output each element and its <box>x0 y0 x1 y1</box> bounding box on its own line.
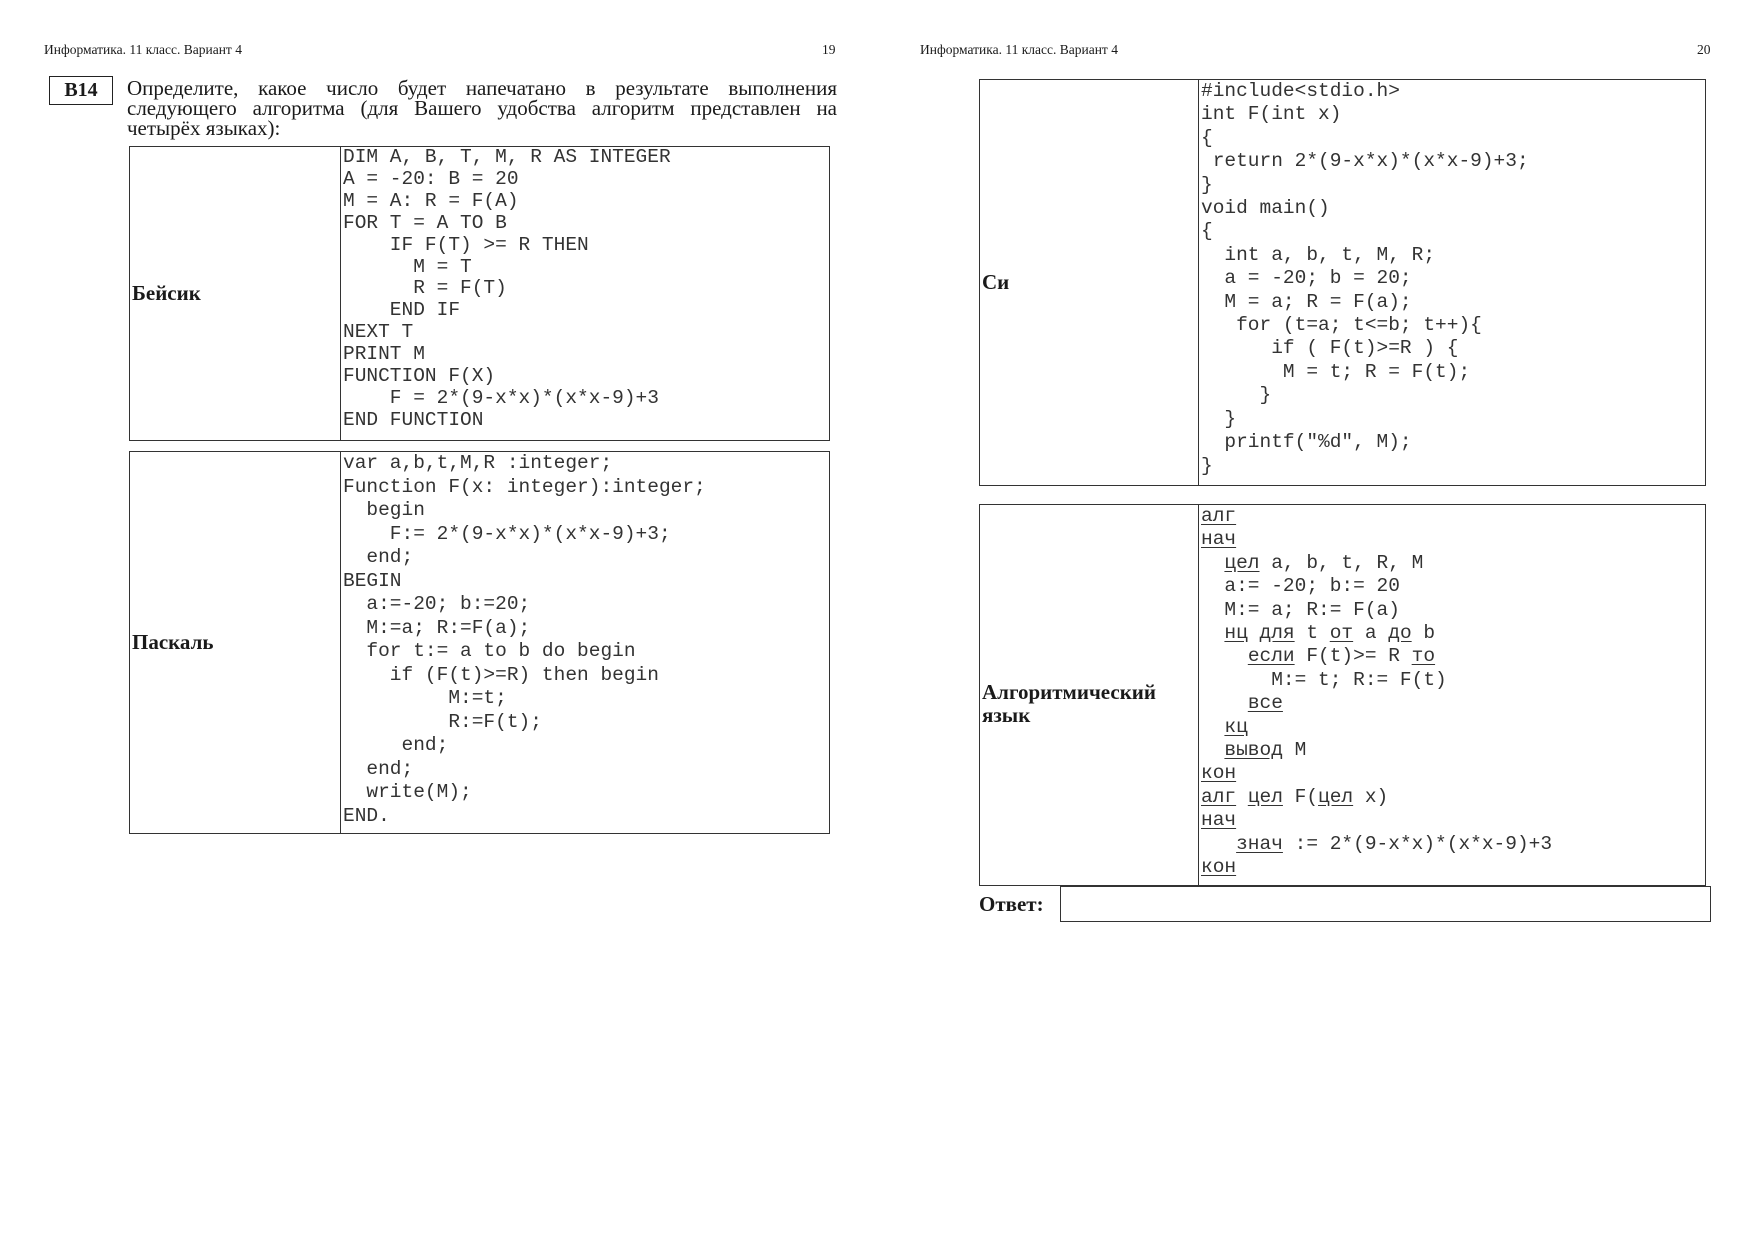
algo-keyword: до <box>1388 622 1412 645</box>
basic-code-line: NEXT T <box>343 321 414 344</box>
algo-code-table <box>979 504 1706 886</box>
algo-code-line <box>1201 716 1705 739</box>
basic-code-line: END IF <box>343 299 461 322</box>
algo-keyword: нач <box>1201 809 1237 832</box>
c-code-line: M = a; R = F(a); <box>1201 290 1412 313</box>
algo-code-text: b <box>1411 622 1436 645</box>
basic-code-line: R = F(T) <box>343 277 507 300</box>
pascal-code-line: Function F(x: integer):integer; <box>343 475 706 498</box>
c-code-line: for (t=a; t<=b; t++){ <box>1201 314 1482 337</box>
c-code-line: { <box>1201 220 1213 243</box>
task-id-badge: B14 <box>49 76 113 105</box>
pascal-code-line: a:=-20; b:=20; <box>343 593 531 615</box>
task-statement: Определите, какое число будет напечатано в результате выполнения следующего алгоритма (для Вашего удобства алгоритм представлен на четырёх языках): <box>127 76 837 140</box>
pascal-code-line: END. <box>343 804 390 827</box>
basic-code-line: M = T <box>343 255 472 278</box>
algo-code-text <box>1248 622 1260 644</box>
algo-code-line <box>1201 552 1705 575</box>
c-code-line: int a, b, t, M, R; <box>1201 243 1436 266</box>
right-page-number: 20 <box>1697 42 1711 57</box>
pascal-code-line: for t:= a to b do begin <box>343 640 636 662</box>
answer-input-box[interactable] <box>1060 886 1711 922</box>
left-page-header: Информатика. 11 класс. Вариант 4 <box>44 42 242 57</box>
algo-code-line <box>1201 575 1705 598</box>
algo-code-line <box>1201 856 1705 879</box>
algo-keyword: кц <box>1224 715 1248 738</box>
basic-code-line: PRINT M <box>343 343 425 366</box>
pascal-code-table <box>129 451 830 834</box>
algo-code-text <box>1201 552 1224 574</box>
algo-code-text <box>1201 716 1224 738</box>
c-code-line: } <box>1201 384 1272 407</box>
algo-code-text: a <box>1353 622 1389 645</box>
c-code-line: int F(int x) <box>1201 103 1342 126</box>
basic-code-line: END FUNCTION <box>343 408 484 431</box>
pascal-code-line: var a,b,t,M,R :integer; <box>343 452 613 474</box>
algo-code-line <box>1201 809 1705 832</box>
c-code-line: } <box>1201 454 1213 477</box>
algo-keyword: вывод <box>1224 739 1283 762</box>
algo-code-text <box>1201 622 1224 644</box>
c-code-line: #include<stdio.h> <box>1201 80 1400 102</box>
pascal-code-line: F:= 2*(9-x*x)*(x*x-9)+3; <box>343 522 671 545</box>
basic-code-table <box>129 146 830 441</box>
right-page-header: Информатика. 11 класс. Вариант 4 <box>920 42 1118 57</box>
algo-code-text: M:= t; R:= F(t) <box>1201 668 1447 691</box>
algo-code-text: x) <box>1353 785 1389 808</box>
pascal-language-label: Паскаль <box>130 452 341 833</box>
algo-keyword: нач <box>1201 528 1237 551</box>
algo-code-line <box>1201 786 1705 809</box>
c-code-table <box>979 79 1706 486</box>
algo-code-text <box>1236 786 1248 808</box>
basic-code-block <box>341 147 829 440</box>
algo-keyword: кон <box>1201 856 1237 879</box>
basic-code-line: DIM A, B, T, M, R AS INTEGER <box>343 147 671 168</box>
basic-code-line: FOR T = A TO B <box>343 211 507 234</box>
c-code-line: } <box>1201 407 1237 430</box>
algo-code-line <box>1201 833 1705 856</box>
algo-code-line <box>1201 528 1705 551</box>
c-code-line: M = t; R = F(t); <box>1201 360 1471 383</box>
pascal-code-line: if (F(t)>=R) then begin <box>343 663 659 686</box>
algo-code-text: t <box>1294 622 1330 645</box>
algo-code-line <box>1201 762 1705 785</box>
algo-keyword: цел <box>1224 551 1260 574</box>
algo-keyword: кон <box>1201 762 1237 785</box>
algo-keyword: все <box>1247 692 1283 715</box>
pascal-code-line: R:=F(t); <box>343 710 542 733</box>
basic-code-line: M = A: R = F(A) <box>343 189 519 212</box>
algo-keyword: от <box>1329 622 1354 645</box>
c-language-label: Си <box>980 80 1199 485</box>
algo-keyword: цел <box>1247 785 1283 808</box>
algo-keyword: то <box>1411 645 1436 668</box>
algo-language-label: Алгоритмический язык <box>980 505 1199 885</box>
algo-code-text <box>1201 645 1248 667</box>
algo-code-text: M <box>1282 739 1307 762</box>
algo-keyword: для <box>1259 622 1295 645</box>
left-page-number: 19 <box>822 42 836 57</box>
algo-code-text <box>1201 833 1236 855</box>
basic-code-line: F = 2*(9-x*x)*(x*x-9)+3 <box>343 386 659 409</box>
pascal-code-line: BEGIN <box>343 569 402 592</box>
c-code-line: } <box>1201 173 1213 196</box>
basic-language-label: Бейсик <box>130 147 341 440</box>
algo-code-text: F( <box>1282 785 1319 808</box>
basic-code-line: FUNCTION F(X) <box>343 365 496 388</box>
pascal-code-line: end; <box>343 757 414 780</box>
algo-code-text <box>1201 692 1248 714</box>
algo-code-line <box>1201 599 1705 622</box>
algo-code-text <box>1201 739 1224 761</box>
answer-label: Ответ: <box>979 892 1044 916</box>
c-code-line: void main() <box>1201 197 1330 220</box>
algo-code-line <box>1201 739 1705 762</box>
algo-code-line <box>1201 622 1705 645</box>
algo-code-text: M:= a; R:= F(a) <box>1201 598 1400 621</box>
algo-code-line <box>1201 669 1705 692</box>
pascal-code-block <box>341 452 829 833</box>
pascal-code-line: end; <box>343 546 414 568</box>
algo-keyword: цел <box>1318 785 1354 808</box>
algo-keyword: алг <box>1201 505 1237 527</box>
algo-code-line <box>1201 645 1705 668</box>
c-code-line: if ( F(t)>=R ) { <box>1201 337 1459 360</box>
algo-code-line <box>1201 692 1705 715</box>
algo-code-text: a, b, t, R, M <box>1259 551 1424 574</box>
algo-keyword: нц <box>1224 622 1248 645</box>
algo-code-line <box>1201 505 1705 528</box>
algo-code-text: F(t)>= R <box>1294 645 1412 668</box>
algo-code-text: := 2*(9-x*x)*(x*x-9)+3 <box>1282 832 1553 855</box>
c-code-line: printf("%d", M); <box>1201 431 1412 454</box>
pascal-code-line: M:=a; R:=F(a); <box>343 616 531 639</box>
algo-keyword: если <box>1247 645 1295 668</box>
basic-code-line: A = -20: B = 20 <box>343 167 519 190</box>
basic-code-line: IF F(T) >= R THEN <box>343 233 589 256</box>
algo-code-text: a:= -20; b:= 20 <box>1201 575 1400 598</box>
pascal-code-line: end; <box>343 734 449 756</box>
algo-code-block <box>1199 505 1705 885</box>
c-code-line: { <box>1201 126 1213 149</box>
c-code-block <box>1199 80 1705 485</box>
algo-keyword: знач <box>1236 832 1283 855</box>
c-code-line: return 2*(9-x*x)*(x*x-9)+3; <box>1201 150 1529 173</box>
pascal-code-line: write(M); <box>343 781 472 803</box>
algo-keyword: алг <box>1201 785 1237 808</box>
pascal-code-line: M:=t; <box>343 687 507 709</box>
c-code-line: a = -20; b = 20; <box>1201 267 1412 290</box>
pascal-code-line: begin <box>343 499 425 521</box>
